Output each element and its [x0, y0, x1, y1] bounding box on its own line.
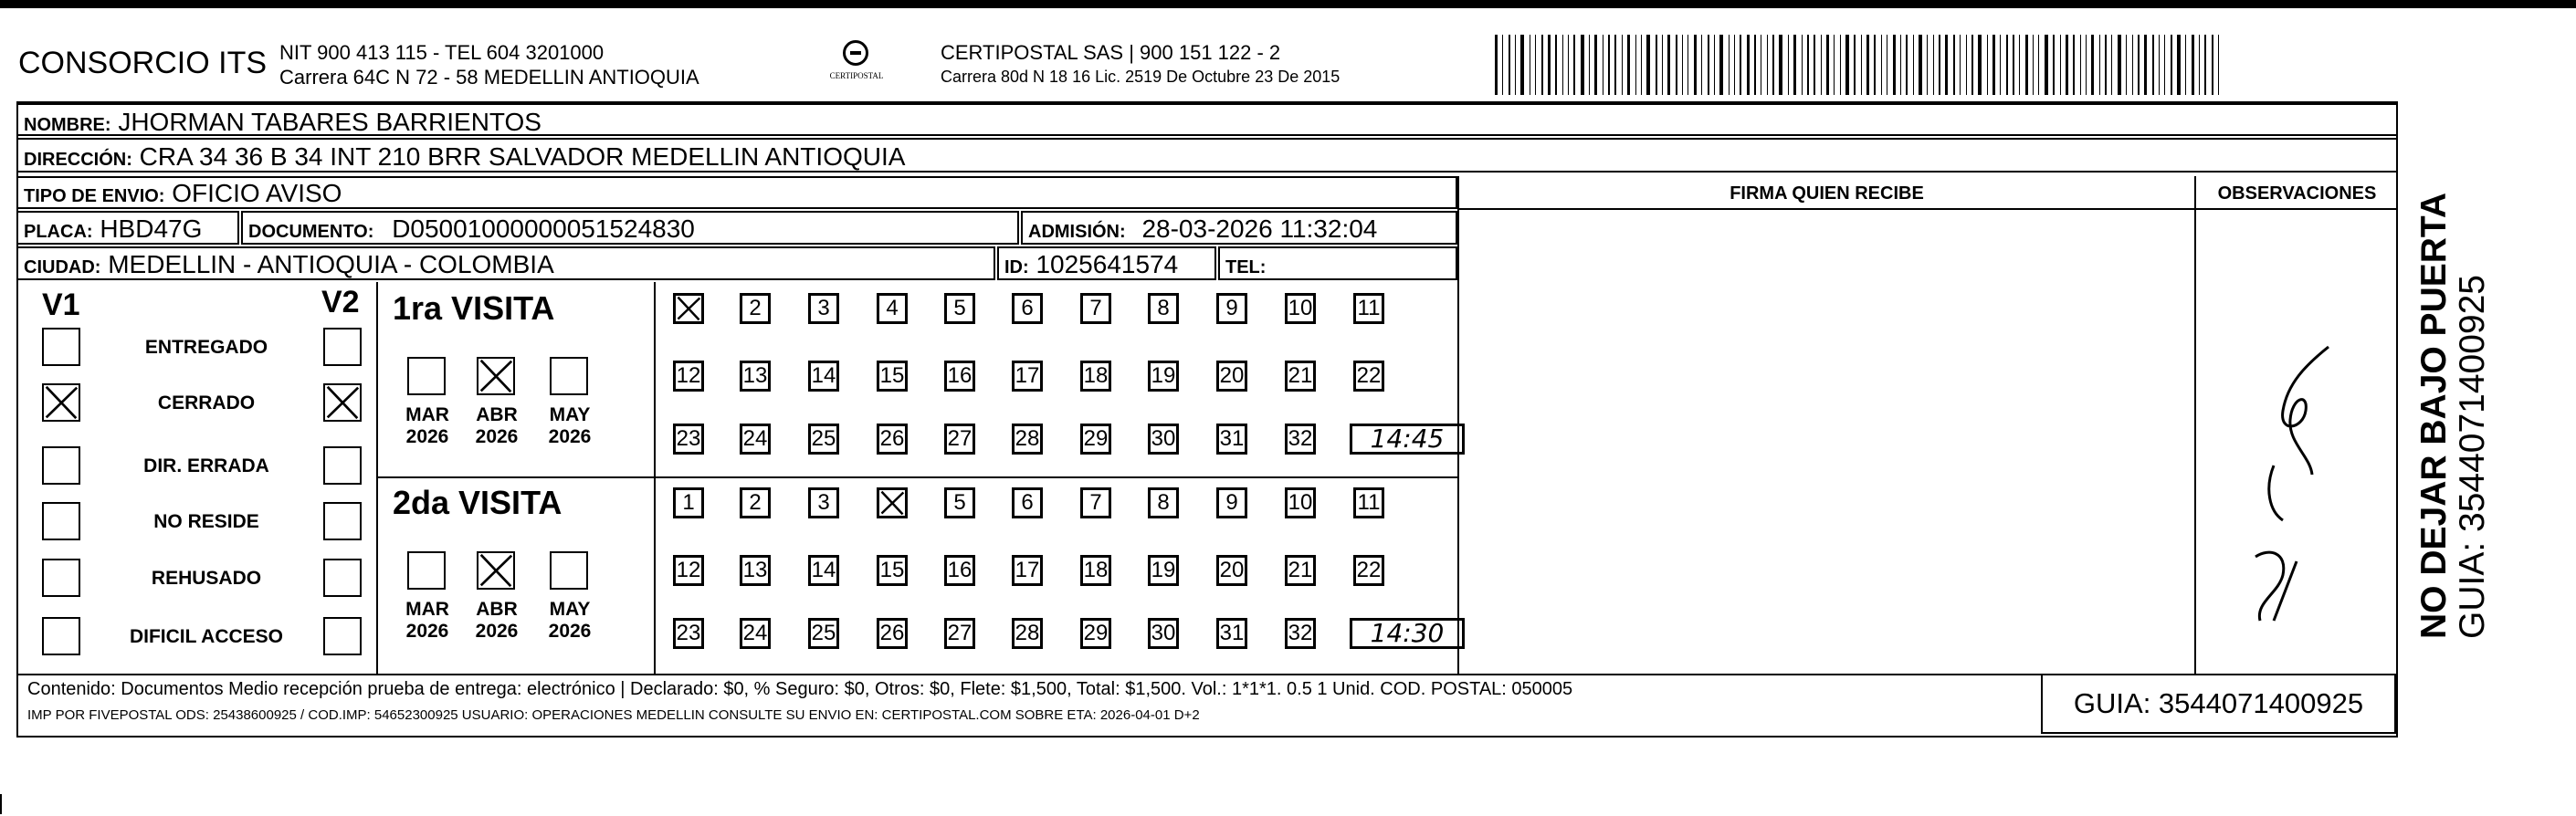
visit-day-box[interactable]: 11: [1353, 487, 1384, 518]
visit-day-box[interactable]: 22: [1353, 555, 1384, 586]
ciudad-cell: [16, 246, 995, 280]
barcode-bar: [1971, 35, 1973, 95]
barcode-bar: [1900, 35, 1901, 95]
barcode-bar: [2218, 35, 2219, 95]
x-mark-icon: [325, 385, 360, 420]
barcode-bar: [1840, 35, 1841, 95]
barcode-bar: [2177, 35, 2181, 95]
barcode-bar: [1502, 35, 1503, 95]
visit-day-box[interactable]: 3: [808, 487, 839, 518]
visit-day-box[interactable]: 7: [1080, 487, 1111, 518]
barcode-bar: [2118, 35, 2121, 95]
visit-time: 14:45: [1370, 424, 1445, 454]
month-name: MAR: [405, 404, 449, 425]
barcode-bar: [2212, 35, 2213, 95]
visit-time: 14:30: [1370, 618, 1445, 648]
x-mark-icon: [44, 385, 79, 420]
observaciones-label: OBSERVACIONES: [2217, 183, 2377, 204]
barcode-bar: [1960, 35, 1961, 95]
x-mark-icon: [478, 359, 513, 393]
barcode-bar: [2091, 35, 2094, 95]
visit-day-box[interactable]: 29: [1080, 424, 1111, 455]
barcode-bar: [1814, 35, 1815, 95]
barcode-bar: [1966, 35, 1967, 95]
barcode-bar: [2038, 35, 2039, 95]
visit-day-box[interactable]: 24: [740, 424, 771, 455]
barcode-bar: [1719, 35, 1723, 95]
visit-day-box[interactable]: 27: [944, 424, 975, 455]
barcode-bar: [2152, 35, 2154, 95]
visit-day-box[interactable]: 23: [673, 424, 704, 455]
barcode-bar: [1548, 35, 1551, 95]
barcode-bar: [1953, 35, 1955, 95]
tel-cell: [1218, 246, 1457, 280]
visit-day-box[interactable]: 10: [1285, 293, 1316, 324]
no-dejar-bajo-puerta: NO DEJAR BAJO PUERTA: [2414, 192, 2454, 639]
visit-day-box[interactable]: 13: [740, 361, 771, 392]
visit-day-box[interactable]: 5: [944, 293, 975, 324]
barcode-bar: [1747, 35, 1750, 95]
address-line: Carrera 64C N 72 - 58 MEDELLIN ANTIOQUIA: [279, 66, 699, 89]
status-v1-checkbox[interactable]: [42, 617, 80, 655]
barcode-bar: [1987, 35, 1988, 95]
visit-day-box[interactable]: 15: [877, 361, 908, 392]
barcode-bar: [1874, 35, 1876, 95]
month-year: 2026: [475, 426, 519, 447]
barcode-bar: [2138, 35, 2140, 95]
barcode-bar: [1978, 35, 1982, 95]
documento-value: D05001000000051524830: [392, 214, 695, 243]
barcode-bar: [2080, 35, 2081, 95]
certipostal-logo: [822, 40, 891, 95]
visit-month-label: [469, 404, 524, 448]
visit-day-box[interactable]: 31: [1216, 424, 1247, 455]
status-v2-checkbox[interactable]: [323, 328, 362, 366]
visit-day-box[interactable]: 20: [1216, 555, 1247, 586]
status-label: ENTREGADO: [144, 337, 268, 358]
barcode-bar: [2171, 35, 2172, 95]
barcode-bar: [1694, 35, 1697, 95]
barcode-bar: [1495, 35, 1498, 95]
certipostal-info: [941, 40, 1340, 89]
barcode-bar: [2164, 35, 2165, 95]
status-v1-checkbox[interactable]: [42, 502, 80, 540]
barcode-bar: [1729, 35, 1730, 95]
visit-day-box[interactable]: 17: [1012, 555, 1043, 586]
barcode-bar: [1656, 35, 1657, 95]
barcode-bar: [1939, 35, 1940, 95]
barcode-bar: [2204, 35, 2206, 95]
visit-day-box[interactable]: 30: [1148, 424, 1179, 455]
barcode-bar: [2105, 35, 2107, 95]
barcode-bar: [2111, 35, 2112, 95]
status-label: DIFICIL ACCESO: [129, 626, 283, 647]
visit-month-divider: [654, 282, 656, 674]
barcode-bar: [1568, 35, 1569, 95]
barcode-bar: [2159, 35, 2160, 95]
visit-day-box[interactable]: 1: [673, 487, 704, 518]
visit-day-box[interactable]: 7: [1080, 293, 1111, 324]
barcode-bar: [1520, 35, 1524, 95]
placa-cell: [16, 211, 239, 245]
visit-day-box[interactable]: 26: [877, 618, 908, 649]
visit-day-box[interactable]: 9: [1216, 487, 1247, 518]
visit-day-box[interactable]: 2: [740, 487, 771, 518]
footer-line1: Contenido: Documentos Medio recepción prueba de entrega: electrónico | Declarado: $0, % Seguro: $0, Otros: $0, Flete: $1,500, Total: $1,500. Vol.: 1*1*1. 0.5 1 Unid. COD. POSTAL: 050005: [27, 679, 1573, 699]
visit-title: 2da VISITA: [393, 484, 563, 521]
barcode-bar: [1933, 35, 1934, 95]
barcode-bar: [1627, 35, 1630, 95]
visit-month-label: [542, 599, 597, 643]
company-contact: [279, 40, 699, 89]
barcode-bar: [1927, 35, 1928, 95]
status-v1-checkbox[interactable]: [42, 559, 80, 597]
visit-day-box[interactable]: 8: [1148, 487, 1179, 518]
barcode-bar: [1662, 35, 1663, 95]
barcode-bar: [2006, 35, 2008, 95]
barcode-bar: [2199, 35, 2200, 95]
barcode: [1495, 35, 2220, 95]
barcode-bar: [1807, 35, 1809, 95]
footer-line2: IMP POR FIVEPOSTAL ODS: 25438600925 / COD.IMP: 54652300925 USUARIO: OPERACIONES MEDELLIN CONSULTE SU ENVIO EN: CERTIPOSTAL.COM SOBRE ETA: 2026-04-01 D+2: [27, 707, 1200, 723]
admision-cell: [1021, 211, 1457, 245]
barcode-bar: [2025, 35, 2028, 95]
barcode-bar: [1767, 35, 1768, 95]
barcode-bar: [1635, 35, 1636, 95]
x-mark-icon: [676, 296, 701, 321]
status-label: REHUSADO: [151, 568, 262, 589]
status-label: NO RESIDE: [153, 511, 259, 532]
barcode-bar: [2066, 35, 2068, 95]
logo-text: CERTIPOSTAL: [829, 71, 884, 80]
barcode-bar: [1594, 35, 1597, 95]
placa-value: HBD47G: [100, 214, 203, 243]
barcode-bar: [1622, 35, 1623, 95]
status-label: DIR. ERRADA: [143, 455, 269, 476]
barcode-bar: [2019, 35, 2020, 95]
documento-cell: [241, 211, 1019, 245]
ciudad-value: MEDELLIN - ANTIOQUIA - COLOMBIA: [108, 250, 554, 278]
barcode-bar: [1913, 35, 1914, 95]
documento-label: DOCUMENTO:: [248, 222, 374, 242]
status-v2-checkbox[interactable]: [323, 383, 362, 422]
nit-line: NIT 900 413 115 - TEL 604 3201000: [279, 41, 605, 64]
barcode-bar: [1866, 35, 1869, 95]
barcode-bar: [1667, 35, 1670, 95]
visit-month-checkbox[interactable]: [550, 357, 588, 395]
barcode-bar: [1701, 35, 1702, 95]
barcode-bar: [2086, 35, 2087, 95]
month-name: MAR: [405, 599, 449, 620]
visit-day-box[interactable]: 25: [808, 618, 839, 649]
barcode-bar: [1682, 35, 1683, 95]
id-value: 1025641574: [1036, 250, 1179, 278]
visit-day-box[interactable]: 22: [1353, 361, 1384, 392]
month-name: ABR: [476, 404, 518, 425]
barcode-bar: [1614, 35, 1616, 95]
vertical-guia: GUIA: 3544071400925: [2453, 275, 2492, 639]
direccion-value: CRA 34 36 B 34 INT 210 BRR SALVADOR MEDELLIN ANTIOQUIA: [139, 142, 906, 171]
visit-title: 1ra VISITA: [393, 289, 555, 327]
observaciones-divider: [2194, 176, 2196, 674]
barcode-bar: [1772, 35, 1774, 95]
visit-day-box[interactable]: 16: [944, 555, 975, 586]
nombre-label: NOMBRE:: [24, 115, 111, 135]
status-label: CERRADO: [157, 392, 256, 413]
barcode-bar: [1861, 35, 1862, 95]
barcode-bar: [1906, 35, 1908, 95]
barcode-bar: [2185, 35, 2186, 95]
visit-day-box[interactable]: 20: [1216, 361, 1247, 392]
tipo-row: [16, 176, 1457, 209]
barcode-bar: [1881, 35, 1882, 95]
barcode-bar: [2000, 35, 2001, 95]
status-v1-checkbox[interactable]: [42, 446, 80, 485]
month-year: 2026: [548, 426, 592, 447]
visit-day-box[interactable]: 6: [1012, 293, 1043, 324]
visit-day-box[interactable]: 17: [1012, 361, 1043, 392]
visit-day-box[interactable]: [673, 293, 704, 324]
visit-day-box[interactable]: 14: [808, 555, 839, 586]
vertical-label: [2413, 193, 2491, 639]
status-v2-checkbox[interactable]: [323, 502, 362, 540]
x-mark-icon: [478, 553, 513, 588]
visit-divider: [376, 476, 1457, 478]
barcode-bar: [1509, 35, 1510, 95]
tipo-label: TIPO DE ENVIO:: [24, 186, 165, 206]
left-edge-mark: [0, 794, 2, 814]
barcode-bar: [1826, 35, 1829, 95]
company-name: CONSORCIO ITS: [18, 46, 268, 80]
visit-month-checkbox[interactable]: [407, 551, 446, 590]
barcode-bar: [1589, 35, 1590, 95]
visit-day-box[interactable]: 31: [1216, 618, 1247, 649]
barcode-bar: [1992, 35, 1995, 95]
barcode-bar: [2144, 35, 2147, 95]
visit-time-box: [1350, 424, 1465, 455]
admision-value: 28-03-2026 11:32:04: [1141, 214, 1378, 243]
visit-month-checkbox[interactable]: [550, 551, 588, 590]
visit-month-label: [400, 599, 455, 643]
visit-month-checkbox[interactable]: [477, 357, 515, 395]
barcode-bar: [1821, 35, 1822, 95]
barcode-bar: [1754, 35, 1756, 95]
guia-box: GUIA: 3544071400925: [2041, 674, 2396, 734]
visit-day-box[interactable]: 21: [1285, 361, 1316, 392]
visit-day-box[interactable]: 12: [673, 361, 704, 392]
certipostal-line2: Carrera 80d N 18 16 Lic. 2519 De Octubre 23 De 2015: [941, 68, 1341, 86]
visit-day-box[interactable]: 21: [1285, 555, 1316, 586]
firma-header-line: [1457, 208, 2398, 210]
visit-day-box[interactable]: 2: [740, 293, 771, 324]
nombre-value: JHORMAN TABARES BARRIENTOS: [118, 108, 541, 136]
barcode-bar: [1734, 35, 1735, 95]
visit-day-box[interactable]: 19: [1148, 361, 1179, 392]
top-border: [0, 0, 2576, 8]
month-name: MAY: [549, 404, 591, 425]
visit-day-box[interactable]: 4: [877, 293, 908, 324]
placa-label: PLACA:: [24, 222, 93, 242]
barcode-bar: [1708, 35, 1709, 95]
barcode-bar: [1788, 35, 1789, 95]
nombre-row: [16, 103, 2398, 136]
visit-day-box[interactable]: 11: [1353, 293, 1384, 324]
barcode-bar: [2013, 35, 2014, 95]
barcode-bar: [1581, 35, 1584, 95]
status-v2-checkbox[interactable]: [323, 559, 362, 597]
direccion-label: DIRECCIÓN:: [24, 150, 132, 170]
visit-month-checkbox[interactable]: [477, 551, 515, 590]
barcode-bar: [1676, 35, 1677, 95]
visit-day-box[interactable]: 26: [877, 424, 908, 455]
barcode-bar: [1714, 35, 1715, 95]
tel-label: TEL:: [1225, 257, 1267, 277]
visit-month-label: [542, 404, 597, 448]
ciudad-label: CIUDAD:: [24, 257, 101, 277]
barcode-bar: [1793, 35, 1796, 95]
barcode-bar: [1893, 35, 1896, 95]
barcode-bar: [2073, 35, 2075, 95]
x-mark-icon: [879, 490, 905, 516]
barcode-bar: [1834, 35, 1835, 95]
barcode-bar: [2053, 35, 2055, 95]
visit-day-box[interactable]: 32: [1285, 618, 1316, 649]
visit-day-box[interactable]: 10: [1285, 487, 1316, 518]
id-cell: [997, 246, 1216, 280]
visit-day-box[interactable]: 30: [1148, 618, 1179, 649]
visit-time-box: [1350, 618, 1465, 649]
firma-label: FIRMA QUIEN RECIBE: [1730, 183, 1924, 204]
status-v2-checkbox[interactable]: [323, 446, 362, 485]
certipostal-line1: CERTIPOSTAL SAS | 900 151 122 - 2: [941, 41, 1281, 64]
barcode-bar: [2126, 35, 2127, 95]
barcode-bar: [1562, 35, 1563, 95]
visit-day-box[interactable]: 29: [1080, 618, 1111, 649]
barcode-bar: [2132, 35, 2133, 95]
barcode-bar: [1555, 35, 1557, 95]
visit-day-box[interactable]: 28: [1012, 618, 1043, 649]
barcode-bar: [1919, 35, 1922, 95]
barcode-bar: [1535, 35, 1536, 95]
barcode-bar: [2060, 35, 2061, 95]
visit-day-box[interactable]: 13: [740, 555, 771, 586]
status-v1-checkbox[interactable]: [42, 383, 80, 422]
visit-day-box[interactable]: 3: [808, 293, 839, 324]
visit-day-box[interactable]: 23: [673, 618, 704, 649]
barcode-bar: [1608, 35, 1610, 95]
barcode-bar: [1646, 35, 1650, 95]
visit-day-box[interactable]: 5: [944, 487, 975, 518]
visit-day-box[interactable]: 15: [877, 555, 908, 586]
barcode-bar: [1845, 35, 1849, 95]
barcode-bar: [2192, 35, 2194, 95]
visit-month-label: [469, 599, 524, 643]
barcode-bar: [1779, 35, 1782, 95]
visit-day-box[interactable]: 9: [1216, 293, 1247, 324]
v1-header: V1: [42, 288, 80, 322]
status-v1-checkbox[interactable]: [42, 328, 80, 366]
barcode-bar: [1541, 35, 1543, 95]
visit-day-box[interactable]: 16: [944, 361, 975, 392]
admision-label: ADMISIÓN:: [1028, 222, 1126, 242]
month-year: 2026: [405, 426, 449, 447]
direccion-row: [16, 138, 2398, 173]
tipo-value: OFICIO AVISO: [172, 179, 342, 207]
visit-day-box[interactable]: 18: [1080, 361, 1111, 392]
visit-day-box[interactable]: 32: [1285, 424, 1316, 455]
month-name: MAY: [549, 599, 591, 620]
month-year: 2026: [405, 621, 449, 642]
visit-day-box[interactable]: 25: [808, 424, 839, 455]
visit-day-box[interactable]: 18: [1080, 555, 1111, 586]
visit-day-box[interactable]: [877, 487, 908, 518]
visit-day-box[interactable]: 8: [1148, 293, 1179, 324]
visit-month-checkbox[interactable]: [407, 357, 446, 395]
status-v2-checkbox[interactable]: [323, 617, 362, 655]
barcode-bar: [2045, 35, 2048, 95]
visit-day-box[interactable]: 24: [740, 618, 771, 649]
month-year: 2026: [548, 621, 592, 642]
visit-month-label: [400, 404, 455, 448]
visit-day-box[interactable]: 19: [1148, 555, 1179, 586]
logo-icon: [843, 40, 868, 66]
visit-day-box[interactable]: 28: [1012, 424, 1043, 455]
signature-mark: [2219, 329, 2356, 639]
visit-day-box[interactable]: 27: [944, 618, 975, 649]
barcode-bar: [1573, 35, 1575, 95]
barcode-bar: [1641, 35, 1642, 95]
visit-day-box[interactable]: 6: [1012, 487, 1043, 518]
barcode-bar: [1854, 35, 1856, 95]
visit-day-box[interactable]: 12: [673, 555, 704, 586]
month-year: 2026: [475, 621, 519, 642]
barcode-bar: [1802, 35, 1803, 95]
month-name: ABR: [476, 599, 518, 620]
barcode-bar: [2033, 35, 2034, 95]
id-label: ID:: [1004, 257, 1029, 277]
barcode-bar: [1945, 35, 1948, 95]
barcode-bar: [1515, 35, 1516, 95]
barcode-bar: [2099, 35, 2100, 95]
barcode-bar: [1740, 35, 1741, 95]
visit-day-box[interactable]: 14: [808, 361, 839, 392]
v2-header: V2: [321, 285, 360, 319]
